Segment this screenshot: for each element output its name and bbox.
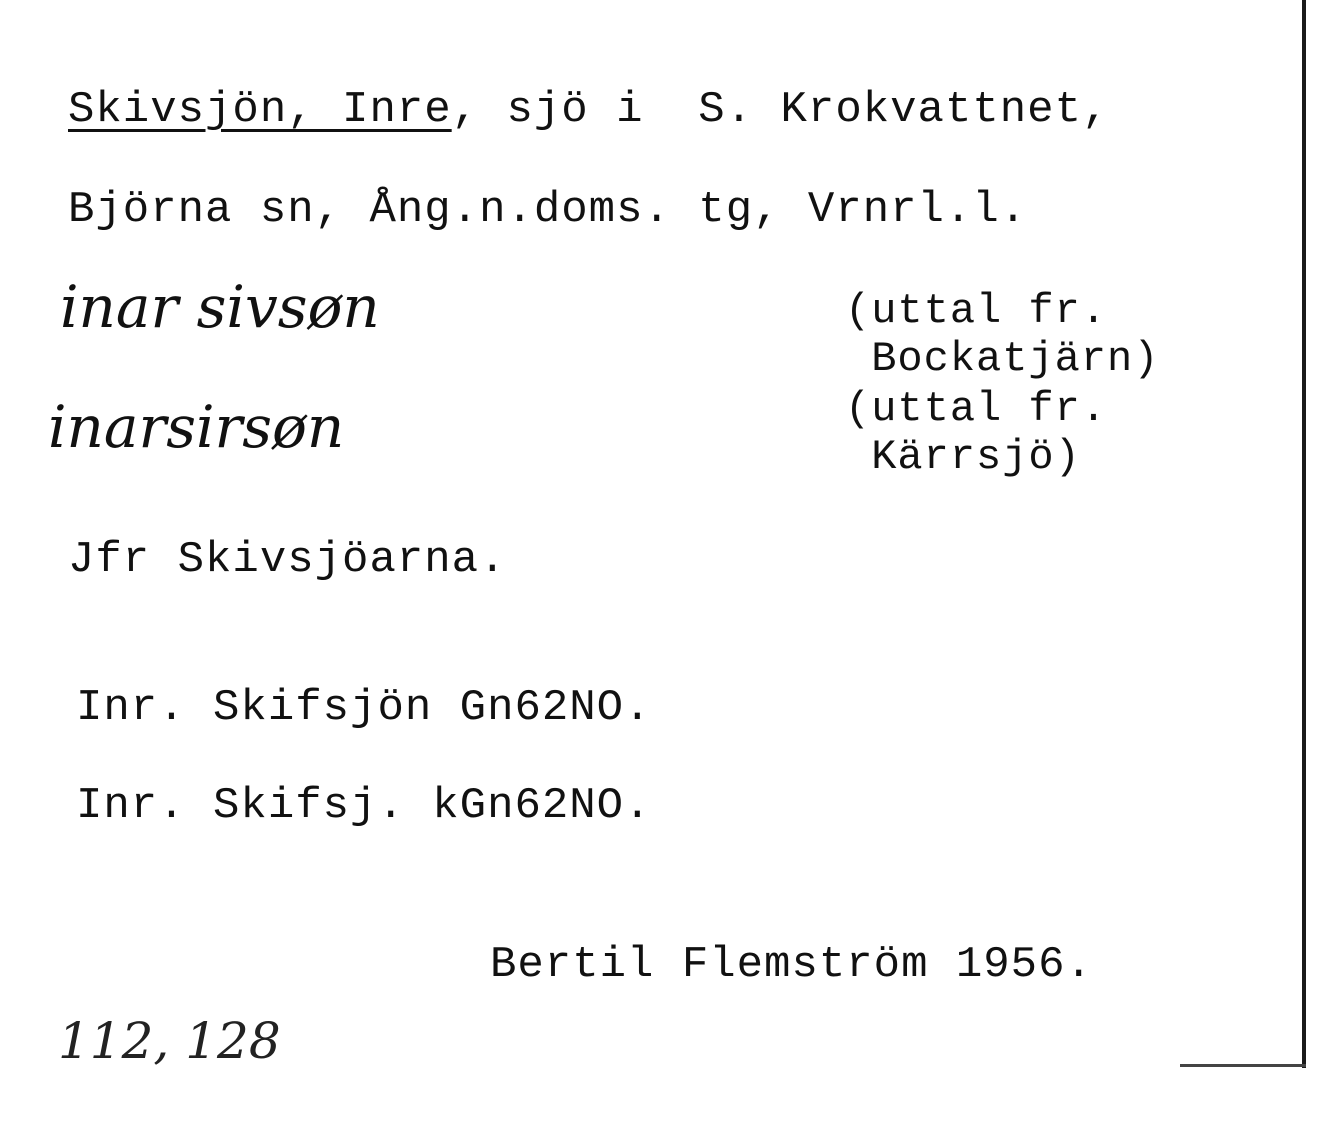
card-right-edge (1302, 0, 1306, 1068)
pencil-note: 112, 128 (58, 1012, 281, 1070)
source-line-1: Inr. Skifsjön Gn62NO. (76, 683, 652, 733)
pronunciation-2-note-line1: (uttal fr. (845, 385, 1108, 433)
pronunciation-2-note-line2: Kärrsjö) (845, 433, 1081, 481)
pronunciation-1-note-line2: Bockatjärn) (845, 335, 1160, 383)
card-bottom-edge (1180, 1064, 1306, 1067)
place-name: Skivsjön, Inre (68, 85, 452, 135)
pronunciation-2-handwritten: inarsirsøn (48, 393, 345, 461)
reference-line: Jfr Skivsjöarna. (68, 535, 507, 585)
signature: Bertil Flemström 1956. (490, 940, 1093, 990)
pronunciation-1-note-line1: (uttal fr. (845, 287, 1108, 335)
source-line-2: Inr. Skifsj. kGn62NO. (76, 781, 652, 831)
heading-rest: , sjö i S. Krokvattnet, (451, 85, 1110, 135)
pronunciation-1-handwritten: inar sivsøn (60, 273, 380, 341)
heading-line (68, 85, 1110, 135)
location-line: Björna sn, Ång.n.doms. tg, Vrnrl.l. (68, 185, 1028, 235)
